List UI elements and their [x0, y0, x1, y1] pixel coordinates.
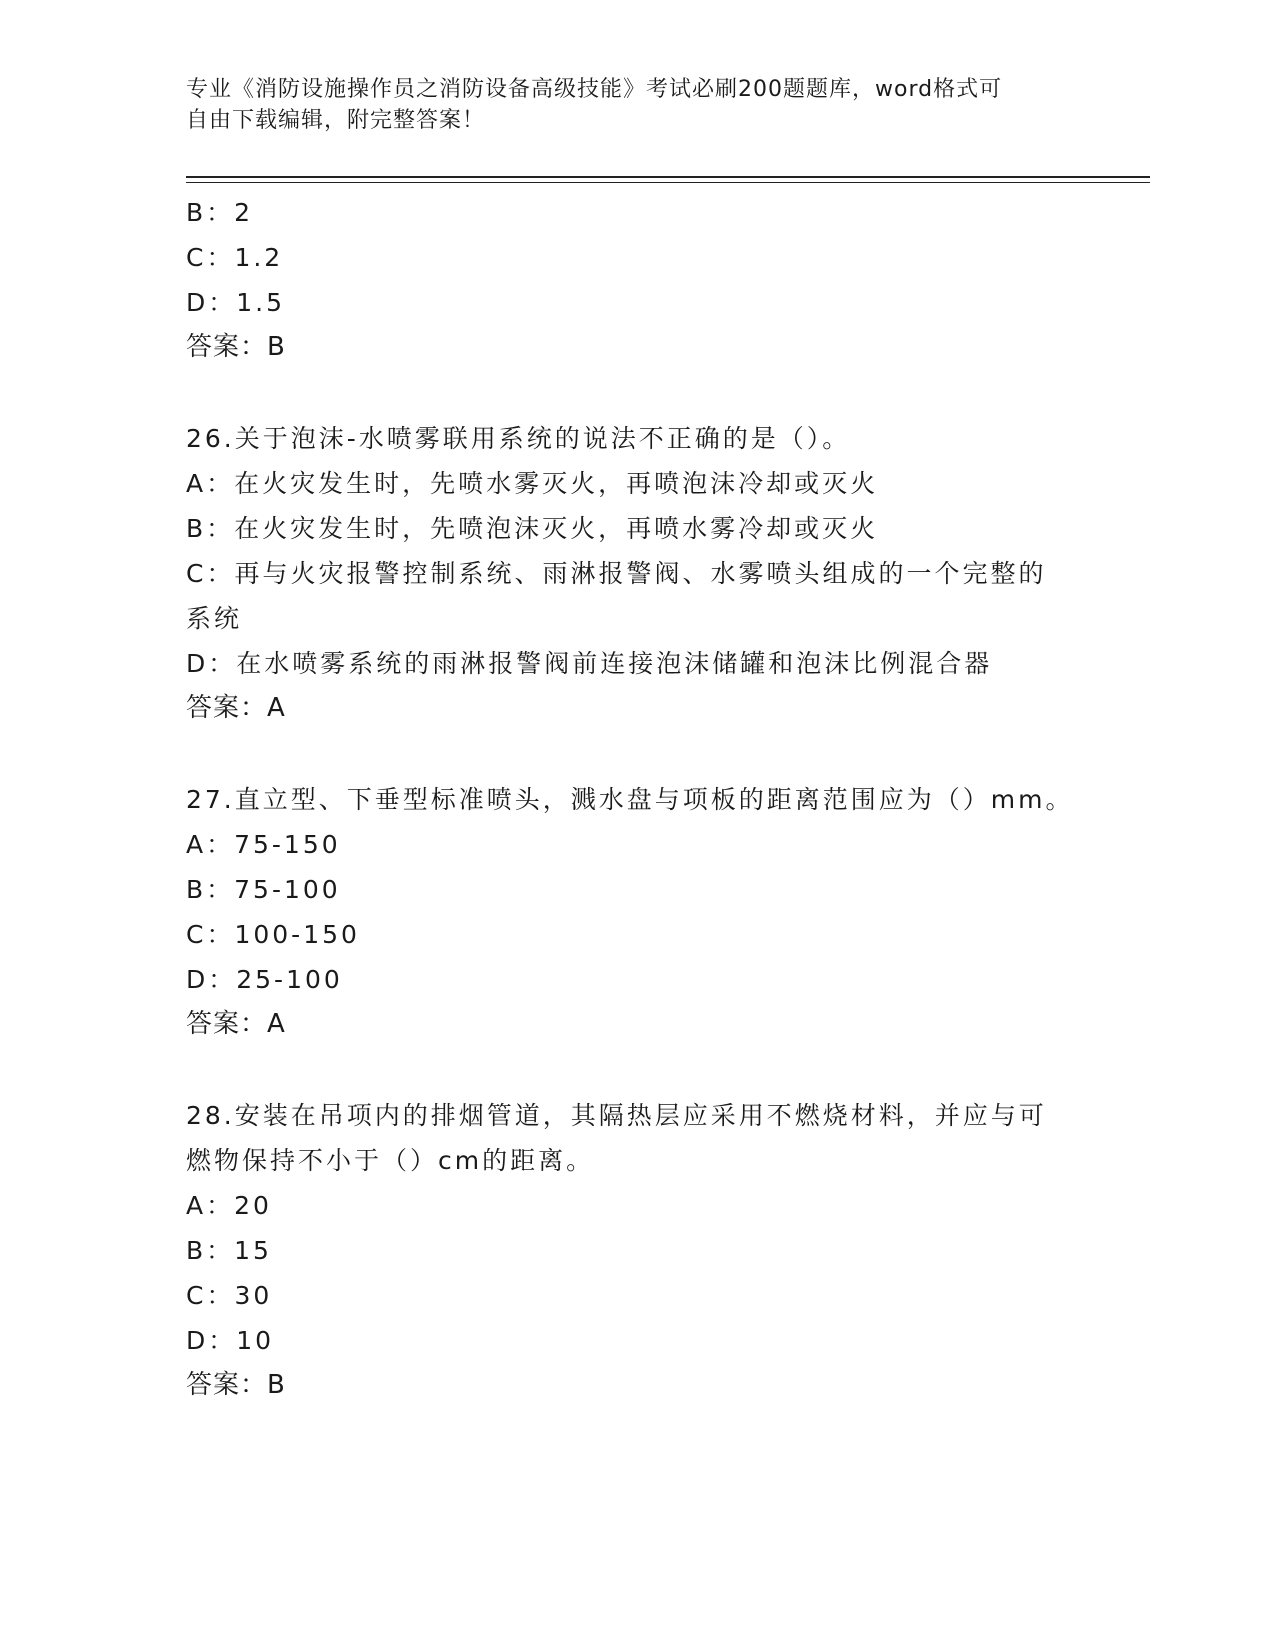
answer-line: 答案：B: [186, 332, 286, 362]
header-line-1: 专业《消防设施操作员之消防设备高级技能》考试必刷200题题库，word格式可: [186, 77, 1003, 102]
option-d: D：在水喷雾系统的雨淋报警阀前连接泡沫储罐和泡沫比例混合器: [186, 649, 993, 678]
question-28: [186, 1093, 1086, 1408]
option-a: A：20: [186, 1191, 272, 1220]
option-d: D：25-100: [186, 965, 343, 994]
option-b: B：75-100: [186, 875, 341, 904]
document-header: [186, 74, 1066, 136]
option-b: B：在火灾发生时，先喷泡沫灭火，再喷水雾冷却或灭火: [186, 514, 879, 543]
prev-question-block: [186, 190, 1086, 370]
option-c: C：30: [186, 1281, 273, 1310]
question-list: [186, 190, 1086, 1408]
answer-line: 答案：A: [186, 693, 286, 723]
header-rule-thin: [186, 182, 1150, 183]
question-26: [186, 416, 1086, 731]
option-c: C：再与火灾报警控制系统、雨淋报警阀、水雾喷头组成的一个完整的: [186, 559, 1047, 588]
spacer: [186, 370, 1086, 416]
spacer: [186, 1047, 1086, 1093]
answer-line: 答案：B: [186, 1370, 286, 1400]
header-rule-thick: [186, 176, 1150, 178]
header-line-2: 自由下载编辑，附完整答案！: [186, 108, 486, 133]
question-stem: 26.关于泡沫-水喷雾联用系统的说法不正确的是（）。: [186, 424, 851, 453]
option-d: D：10: [186, 1326, 275, 1355]
option-b: B：2: [186, 198, 254, 227]
option-a: A：75-150: [186, 830, 341, 859]
spacer: [186, 731, 1086, 777]
option-a: A：在火灾发生时，先喷水雾灭火，再喷泡沫冷却或灭火: [186, 469, 879, 498]
option-b: B：15: [186, 1236, 272, 1265]
question-27: [186, 777, 1086, 1047]
option-c: C：100-150: [186, 920, 360, 949]
question-stem-continued: 燃物保持不小于（）cm的距离。: [186, 1146, 595, 1175]
answer-line: 答案：A: [186, 1009, 286, 1039]
question-stem: 27.直立型、下垂型标准喷头，溅水盘与项板的距离范围应为（）mm。: [186, 785, 1074, 814]
option-c-continued: 系统: [186, 604, 243, 633]
option-d: D：1.5: [186, 288, 286, 317]
option-c: C：1.2: [186, 243, 284, 272]
question-stem: 28.安装在吊项内的排烟管道，其隔热层应采用不燃烧材料，并应与可: [186, 1101, 1047, 1130]
